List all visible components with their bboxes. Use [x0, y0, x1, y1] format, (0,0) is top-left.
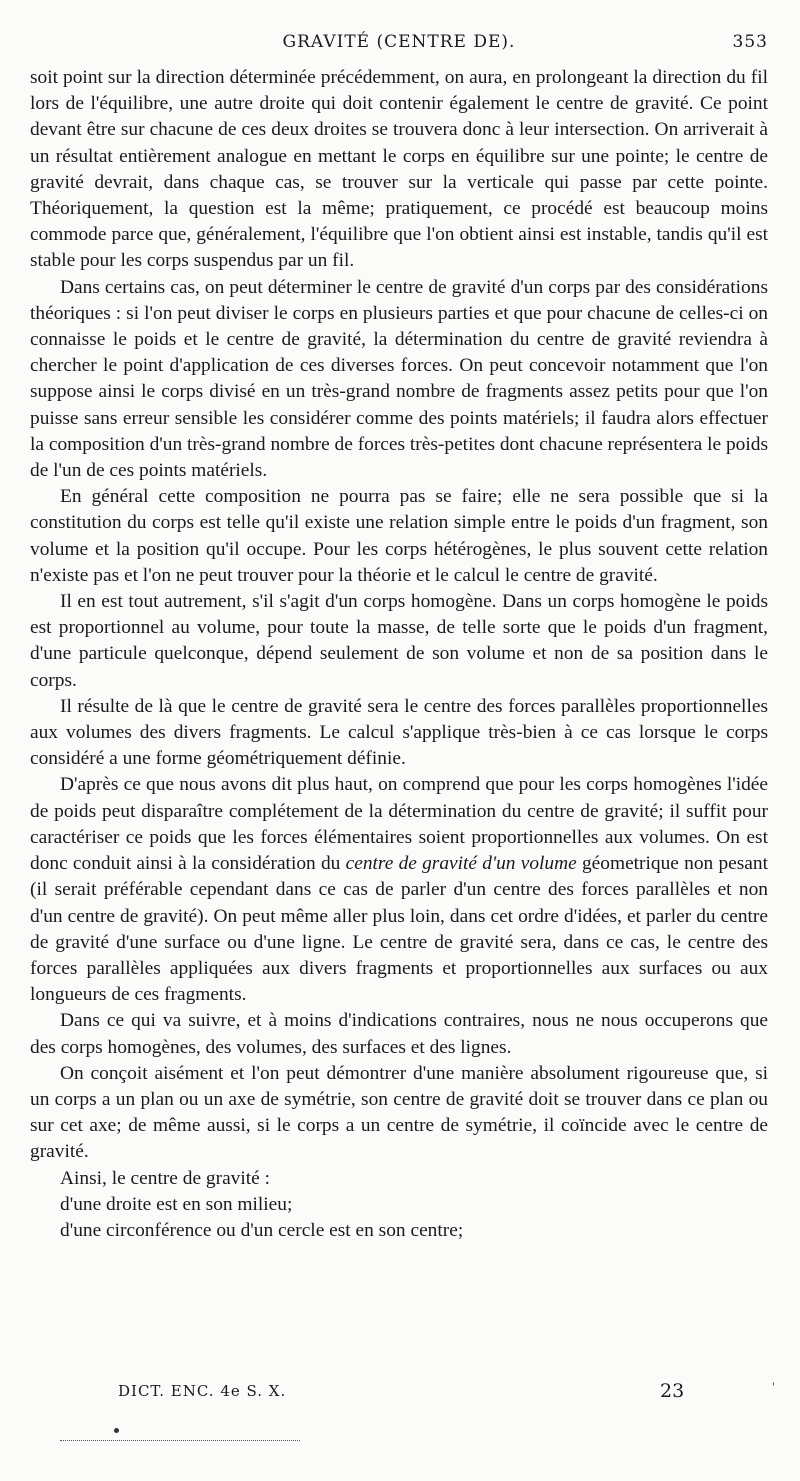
list-item-2: d'une circonférence ou d'un cercle est en son centre; [60, 1219, 464, 1241]
italic-term: centre de gravité d'un volume [345, 853, 577, 875]
signature-mark: DICT. ENC. 4e S. X. [118, 1382, 287, 1400]
paragraph-4: Il en est tout autrement, s'il s'agit d'un corps homogène. Dans un corps homogène le poids est proportionnel au volume, pour toute la masse, de telle sorte que le poids d'un fragment, d'une particule quelconque, dépend seulement de son volume et non de sa position dans le corps. [30, 591, 768, 691]
paragraph-7: Dans ce qui va suivre, et à moins d'indications contraires, nous ne nous occuperons que des corps homogènes, des volumes, des surfaces et des lignes. [30, 1010, 768, 1058]
paragraph-6 [30, 772, 768, 1008]
paragraph-6-head: D'après ce que nous avons dit plus haut, on comprend que pour les corps homogènes l'idée de poids peut disparaître complétement de la détermination du centre de gravité; il suffit pour caractériser ce poids que les forces élémentaires soient proportionnelles aux volumes. On est donc conduit ainsi à la considération du [30, 774, 768, 875]
sheet-number: 23 [660, 1380, 685, 1402]
body-text [30, 65, 768, 1244]
running-header [30, 32, 768, 56]
paragraph-2: Dans certains cas, on peut déterminer le centre de gravité d'un corps par des considérations théoriques : si l'on peut diviser le corps en plusieurs parties et que pour chacune de celles-ci on connaisse le poids et le centre de gravité, la détermination du centre de gravité reviendra à chercher le point d'application de ces diverses forces. On peut concevoir notamment que l'on suppose ainsi le corps divisé en un très-grand nombre de fragments assez petits pour que l'on puisse sans erreur sensible les considérer comme des points matériels; il faudra alors effectuer la composition d'un très-grand nombre de forces très-petites dont chacune représentera le poids de l'un de ces points matériels. [30, 276, 768, 482]
dotted-rule [60, 1440, 300, 1445]
running-title: GRAVITÉ (CENTRE DE). [282, 32, 516, 52]
paragraph-6-tail: géometrique non pesant (il serait préférable cependant dans ce cas de parler d'un centre des forces parallèles et non d'un centre de gravité). On peut même aller plus loin, dans cet ordre d'idées, et parler du centre de gravité d'une surface ou d'une ligne. Le centre de gravité sera, dans ce cas, le centre des forces parallèles appliquées aux divers fragments et proportionnelles aux surfaces ou aux longueurs de ces fragments. [30, 853, 768, 1006]
paragraph-8: On conçoit aisément et l'on peut démontrer d'une manière absolument rigoureuse que, si un corps a un plan ou un axe de symétrie, son centre de gravité doit se trouver dans ce plan ou sur cet axe; de même aussi, si le corps a un centre de symétrie, il coïncide avec le centre de gravité. [30, 1062, 768, 1163]
paragraph-1: soit point sur la direction déterminée précédemment, on aura, en prolongeant la direction du fil lors de l'équilibre, une autre droite qui doit contenir également le centre de gravité. Ce point devant être sur chacune de ces deux droites se trouvera donc à leur intersection. On arriverait à un résultat entièrement analogue en mettant le corps en équilibre sur une pointe; le centre de gravité devrait, dans chaque cas, se trouver sur la verticale qui passe par cette pointe. Théoriquement, la question est la même; pratiquement, ce procédé est beaucoup moins commode parce que, généralement, l'équilibre que l'on obtient ainsi est instable, tandis qu'il est stable pour les corps suspendus par un fil. [30, 67, 768, 272]
paragraph-3: En général cette composition ne pourra pas se faire; elle ne sera possible que si la constitution du corps est telle qu'il existe une relation simple entre le poids d'un fragment, son volume et la position qu'il occupe. Pour les corps hétérogènes, le plus souvent cette relation n'existe pas et l'on ne peut trouver pour la théorie et le calcul le centre de gravité. [30, 486, 768, 586]
page-footer [30, 1380, 775, 1404]
list-item-1: d'une droite est en son milieu; [60, 1193, 293, 1215]
paragraph-5: Il résulte de là que le centre de gravité sera le centre des forces parallèles proportionnelles aux volumes des divers fragments. Le calcul s'applique très-bien à ce cas lorsque le corps considéré a une forme géométriquement définie. [30, 695, 768, 770]
page-number: 353 [732, 32, 768, 52]
margin-mark: ' [772, 1382, 775, 1393]
ink-dot [114, 1428, 119, 1433]
list-intro: Ainsi, le centre de gravité : [60, 1167, 270, 1189]
